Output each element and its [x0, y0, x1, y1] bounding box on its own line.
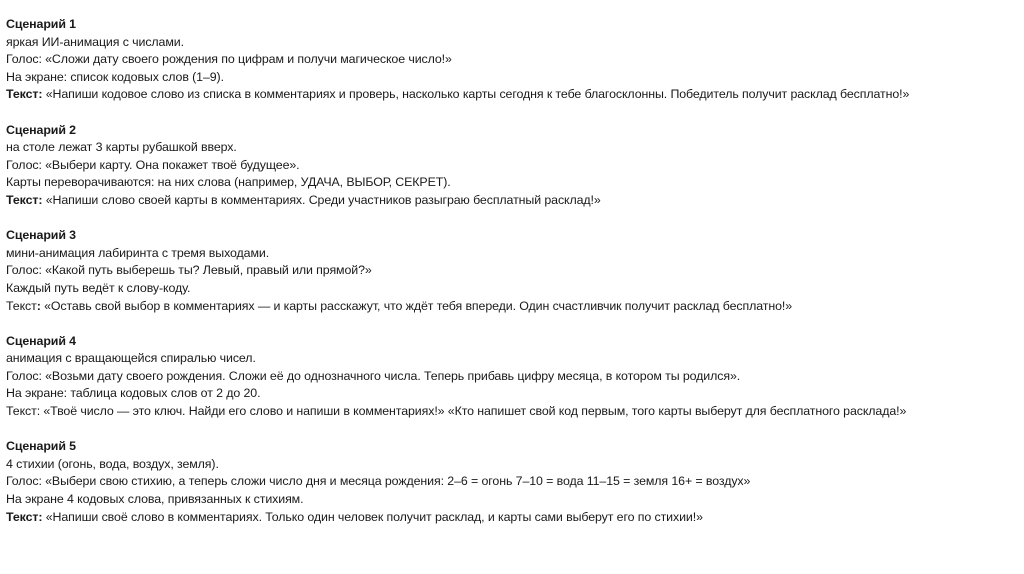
scenario-voice: Голос: «Сложи дату своего рождения по цифрам и получи магическое число!» — [6, 52, 452, 67]
scenario-text-colon: : — [36, 298, 41, 313]
scenario-description: мини-анимация лабиринта с тремя выходами. — [6, 245, 270, 260]
scenario-text — [6, 298, 1018, 316]
scenario-text — [6, 86, 1018, 104]
scenario-description: 4 стихии (огонь, вода, воздух, земля). — [6, 456, 219, 471]
scenario-voice: Голос: «Выбери свою стихию, а теперь сложи число дня и месяца рождения: 2–6 = огонь 7–10 = вода 11–15 = земля 16+ = воздух» — [6, 474, 751, 489]
scenario-screen: На экране 4 кодовых слова, привязанных к стихиям. — [6, 492, 304, 507]
scenario-text-label: Текст: — [6, 509, 43, 524]
scenario-4 — [6, 333, 1018, 421]
scenario-screen: На экране: таблица кодовых слов от 2 до 20. — [6, 386, 261, 401]
scenario-screen: Карты переворачиваются: на них слова (например, УДАЧА, ВЫБОР, СЕКРЕТ). — [6, 175, 451, 190]
document — [6, 16, 1018, 526]
scenario-5 — [6, 438, 1018, 526]
scenario-title: Сценарий 1 — [6, 17, 76, 31]
scenario-text-label: Текст: — [6, 192, 43, 207]
scenario-title: Сценарий 2 — [6, 122, 76, 137]
scenario-voice: Голос: «Выбери карту. Она покажет твоё будущее». — [6, 157, 300, 172]
scenario-text-label: Текст: — [6, 87, 43, 102]
scenario-text-body: «Оставь свой выбор в комментариях — и карты расскажут, что ждёт тебя впереди. Один счастливчик получит расклад бесплатно!» — [40, 298, 793, 313]
scenario-voice: Голос: «Какой путь выберешь ты? Левый, правый или прямой?» — [6, 263, 372, 278]
scenario-1 — [6, 16, 1018, 104]
scenario-title: Сценарий 3 — [6, 228, 76, 243]
scenario-text: Текст: «Твоё число — это ключ. Найди его слово и напиши в комментариях!» «Кто напишет свой код первым, того карты выберут для бесплатного расклада!» — [6, 404, 907, 419]
scenario-text-body: «Напиши кодовое слово из списка в комментариях и проверь, насколько карты сегодня к тебе благосклонны. Победитель получит расклад бесплатно!» — [42, 87, 910, 102]
scenario-screen: Каждый путь ведёт к слову-коду. — [6, 280, 191, 295]
scenario-2 — [6, 122, 1018, 210]
scenario-voice: Голос: «Возьми дату своего рождения. Сложи её до однозначного числа. Теперь прибавь цифру месяца, в котором ты родился». — [6, 368, 741, 383]
scenario-text — [6, 192, 1018, 210]
scenario-title: Сценарий 4 — [6, 333, 76, 348]
scenario-text-label: Текст — [6, 298, 37, 313]
scenario-text-body: «Напиши своё слово в комментариях. Только один человек получит расклад, и карты сами выберут его по стихии!» — [42, 509, 703, 524]
scenario-description: яркая ИИ-анимация с числами. — [6, 34, 184, 49]
scenario-title: Сценарий 5 — [6, 439, 76, 454]
scenario-description: на столе лежат 3 карты рубашкой вверх. — [6, 140, 237, 155]
scenario-screen: На экране: список кодовых слов (1–9). — [6, 69, 224, 84]
scenario-description: анимация с вращающейся спиралью чисел. — [6, 351, 256, 366]
scenario-text-body: «Напиши слово своей карты в комментариях. Среди участников разыграю бесплатный расклад!» — [42, 192, 601, 207]
scenario-3 — [6, 227, 1018, 315]
scenario-text — [6, 509, 1018, 527]
